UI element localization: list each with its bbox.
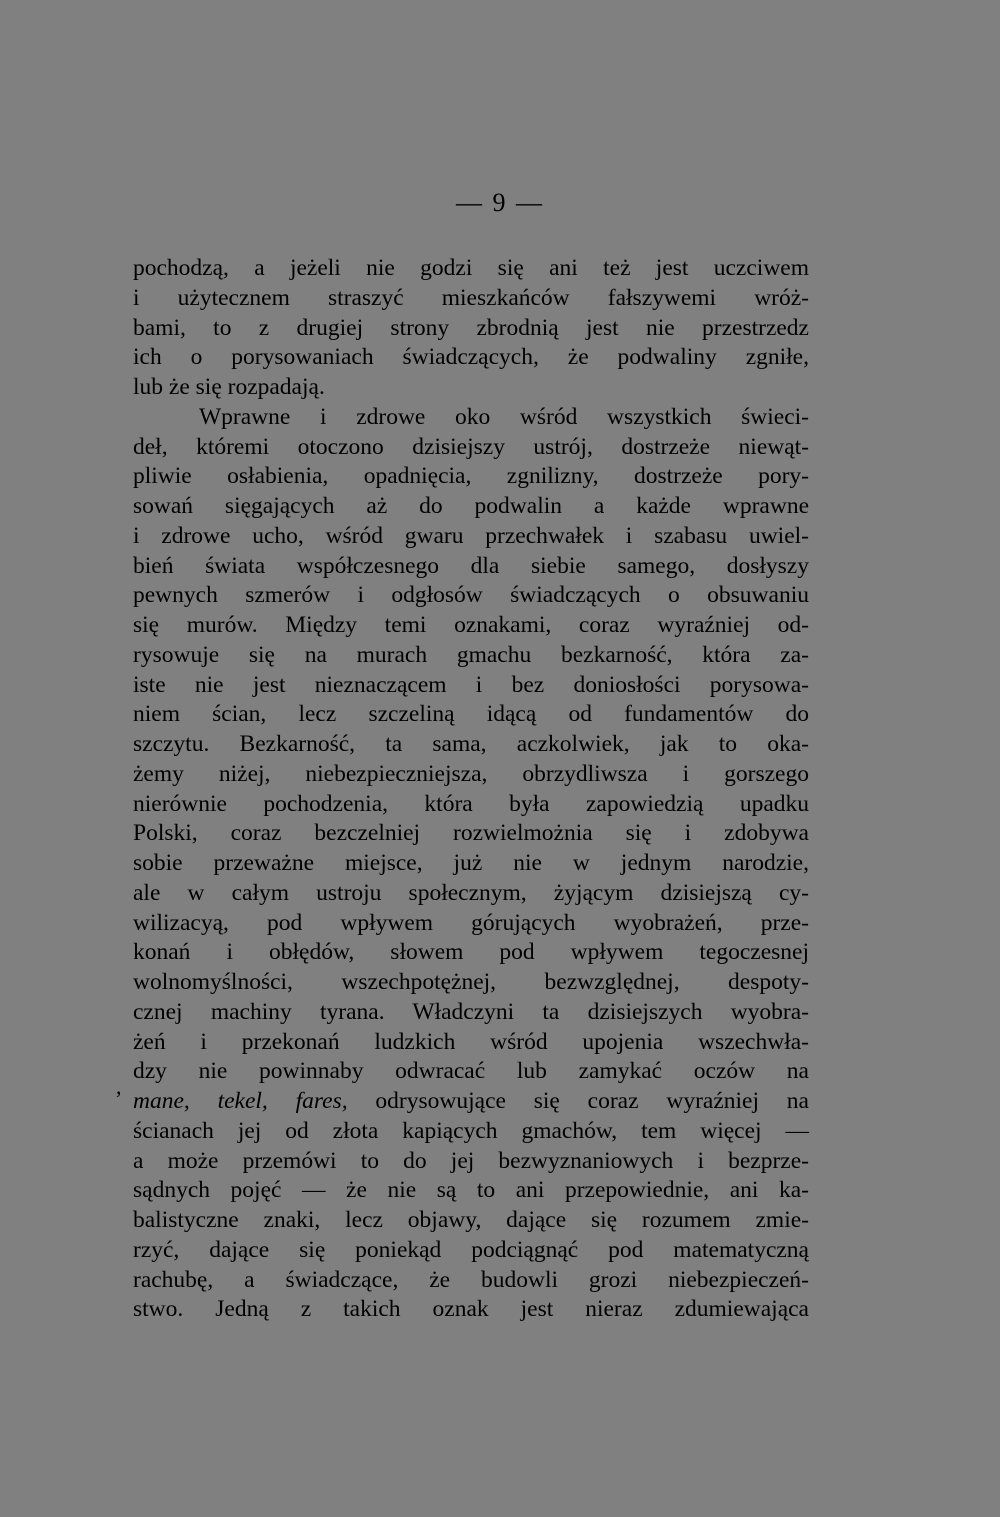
text-line: rachubę, a świadczące, że budowli grozi niebezpieczeń- (133, 1266, 809, 1293)
text-line: balistyczne znaki, lecz objawy, dające się rozumem zmie- (133, 1207, 809, 1233)
text-line: a może przemówi to do jej bezwyznaniowych i bezprze- (133, 1147, 809, 1174)
text-line: pewnych szmerów i odgłosów świadczących o obsuwaniu (133, 582, 809, 609)
text-line: Polski, coraz bezczelniej rozwielmożnia się i zdobywa (133, 820, 809, 847)
text-line: sowań sięgających aż do podwalin a każde wprawne (133, 493, 809, 519)
text-line: wolnomyślności, wszechpotężnej, bezwzględnej, despoty- (133, 969, 809, 995)
text-line: ich o porysowaniach świadczących, że podwaliny zgniłe, (133, 344, 809, 371)
text-line: stwo. Jedną z takich oznak jest nieraz zdumiewająca (133, 1296, 809, 1323)
text-line: się murów. Między temi oznakami, coraz wyraźniej od- (133, 612, 809, 638)
text-line: ale w całym ustroju społecznym, żyjącym dzisiejszą cy- (133, 879, 809, 906)
text-line: cznej machiny tyrana. Władczyni ta dzisiejszych wyobra- (133, 998, 809, 1025)
paragraph-2 (133, 403, 809, 1325)
text-line: wilizacyą, pod wpływem górujących wyobrażeń, prze- (133, 909, 809, 936)
text-line: niem ścian, lecz szczeliną idącą od fundamentów do (133, 701, 809, 728)
text-line: żeń i przekonań ludzkich wśród upojenia wszechwła- (133, 1028, 809, 1055)
text-line: sądnych pojęć — że nie są to ani przepowiednie, ani ka- (133, 1177, 809, 1204)
text-line: rzyć, dające się poniekąd podciągnąć pod matematyczną (133, 1236, 809, 1263)
text-line: deł, któremi otoczono dzisiejszy ustrój, dostrzeże niewąt- (133, 433, 809, 460)
text-line: ścianach jej od złota kapiących gmachów, tem więcej — (133, 1117, 809, 1144)
text-line: rysowuje się na murach gmachu bezkarność, która za- (133, 641, 809, 668)
text-line: żemy niżej, niebezpieczniejsza, obrzydliwsza i gorszego (133, 760, 809, 787)
text-line: Wprawne i zdrowe oko wśród wszystkich świeci- (199, 403, 809, 430)
text-line: szczytu. Bezkarność, ta sama, aczkolwiek, jak to oka- (133, 731, 809, 757)
text-line-italic (133, 1087, 809, 1117)
text-line: pochodzą, a jeżeli nie godzi się ani też jest uczciwem (133, 255, 809, 281)
text-line: bień świata współczesnego dla siebie samego, dosłyszy (133, 552, 809, 579)
text-line: dzy nie powinnaby odwracać lub zamykać oczów na (133, 1058, 809, 1085)
text-line: i zdrowe ucho, wśród gwaru przechwałek i szabasu uwiel- (133, 522, 809, 549)
text-line: nierównie pochodzenia, która była zapowiedzią upadku (133, 790, 809, 817)
text-line: sobie przeważne miejsce, już nie w jednym narodzie, (133, 850, 809, 876)
text-line: iste nie jest nieznaczącem i bez doniosłości porysowa- (133, 671, 809, 698)
text-line: i użytecznem straszyć mieszkańców fałszywemi wróż- (133, 284, 809, 311)
margin-mark: , (116, 1074, 122, 1099)
paragraph-1 (133, 254, 809, 403)
text-line: lub że się rozpadają. (133, 374, 325, 400)
page-number: — 9 — (456, 188, 544, 217)
text-line: pliwie osłabienia, opadnięcia, zgnilizny, dostrzeże pory- (133, 463, 809, 490)
text-line: konań i obłędów, słowem pod wpływem tegoczesnej (133, 939, 809, 966)
line-rest: odrysowujące się coraz wyraźniej na (347, 1088, 809, 1114)
italic-phrase: mane, tekel, fares, (133, 1088, 348, 1114)
page-body-text (133, 254, 809, 1325)
text-line: bami, to z drugiej strony zbrodnią jest nie przestrzedz (133, 314, 809, 341)
